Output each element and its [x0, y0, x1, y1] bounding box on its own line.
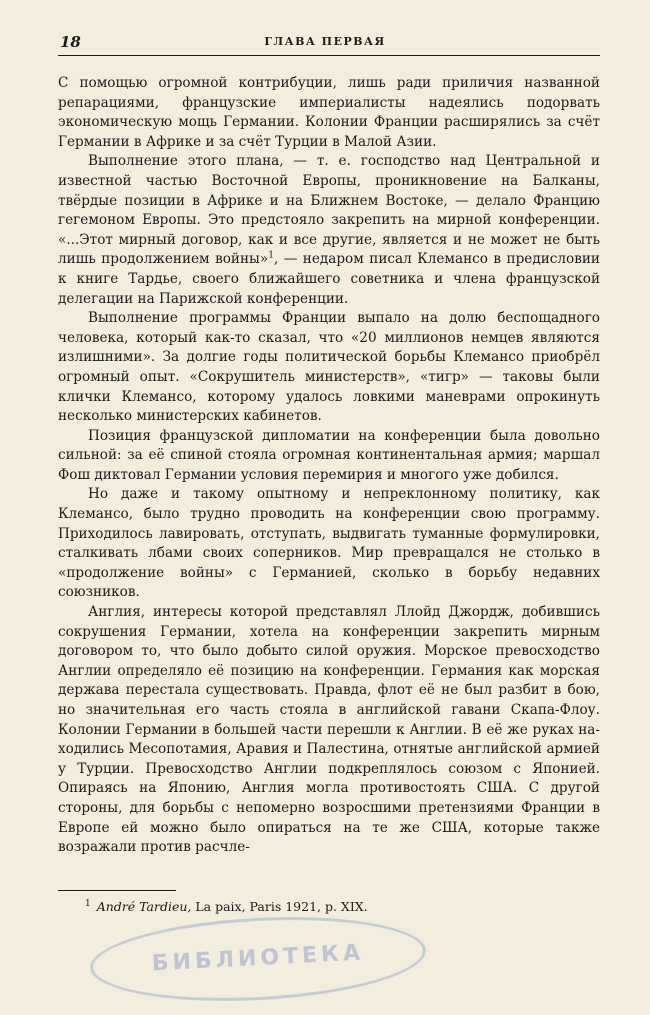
paragraph-text: , — недаром писал Клемансо в предисловии к книге Тардье, своего ближайшего советника и члена французской делегации на Парижской конференции. — [58, 251, 600, 307]
body-text — [58, 74, 600, 858]
footnote-author: André Tardieu, — [96, 899, 192, 915]
footnote-citation: La paix, Paris 1921, p. XIX. — [195, 899, 368, 915]
paragraph-text: Выполнение этого плана, — т. е. господство над Центральной и известной частью Восточной Европы, проникновение на Балканы, твёрдые позиции в Африке и на Ближнем Востоке, — делало Францию гегемоном Европы. Это предстояло закрепить на мирной конференции. «...Этот мирный договор, как и все другие, является и не может не быть лишь продолжением войны» — [58, 153, 600, 268]
paragraph: Англия, интересы которой представлял Ллойд Джордж, добившись сокрушения Германии, хотела на конференции закрепить мирным договором то, что было добыто силой оружия. Морское превосходство Англии определяло её позицию на конференции. Германия как морская держава перестала существовать. Правда, флот её не был разбит в бою, но значительная его часть стояла в английской гавани Скапа-Флоу. Колонии Германии в большей части перешли к Англии. В её же руках находились Месопотамия, Аравия и Палестина, отнятые английской армией у Турции. Превосходство Англии подкреплялось союзом с Японией. Опираясь на Японию, Англия могла противостоять США. С другой стороны, для борьбы с непомерно возросшими претензиями Франции в Европе ей можно было опираться на те же США, которые также возражали против расчле- — [58, 604, 600, 856]
footnote-reference[interactable]: 1 — [268, 250, 274, 261]
footnote — [85, 896, 605, 915]
page-number: 18 — [60, 33, 81, 51]
footnote-rule — [58, 890, 176, 891]
header-rule — [58, 55, 600, 56]
library-stamp: БИБЛИОТЕКА — [88, 909, 428, 1008]
running-head: ГЛАВА ПЕРВАЯ — [264, 35, 386, 48]
paragraph: Позиция французской дипломатии на конференции была довольно сильной: за её спиной стояла огромная континентальная армия; маршал Фош диктовал Германии условия перемирия и многого уже добился. — [58, 427, 600, 483]
paragraph: Но даже и такому опытному и непреклонному политику, как Клемансо, было трудно проводить на конференции свою программу. Приходилось лавировать, отступать, выдвигать туманные формулировки, сталкивать лбами своих соперников. Мир превращался не столько в «продолжение войны» с Германией, сколько в борьбу недавних союзников. — [58, 486, 600, 601]
footnote-marker: 1 — [85, 899, 91, 909]
paragraph: С помощью огромной контрибуции, лишь ради приличия названной репарациями, французские империалисты надеялись подорвать экономическую мощь Германии. Колонии Франции расширялись за счёт Германии в Африке и за счёт Турции в Малой Азии. — [58, 75, 600, 150]
paragraph: Выполнение программы Франции выпало на долю беспощадного человека, который как-то сказал, что «20 миллионов немцев являются излишними». За долгие годы политической борьбы Клемансо приобрёл огромный опыт. «Сокрушитель министерств», «тигр» — таковы были клички Клемансо, которому удалось ловкими маневрами опрокинуть несколько министерских кабинетов. — [58, 310, 600, 425]
paragraph — [58, 152, 600, 309]
